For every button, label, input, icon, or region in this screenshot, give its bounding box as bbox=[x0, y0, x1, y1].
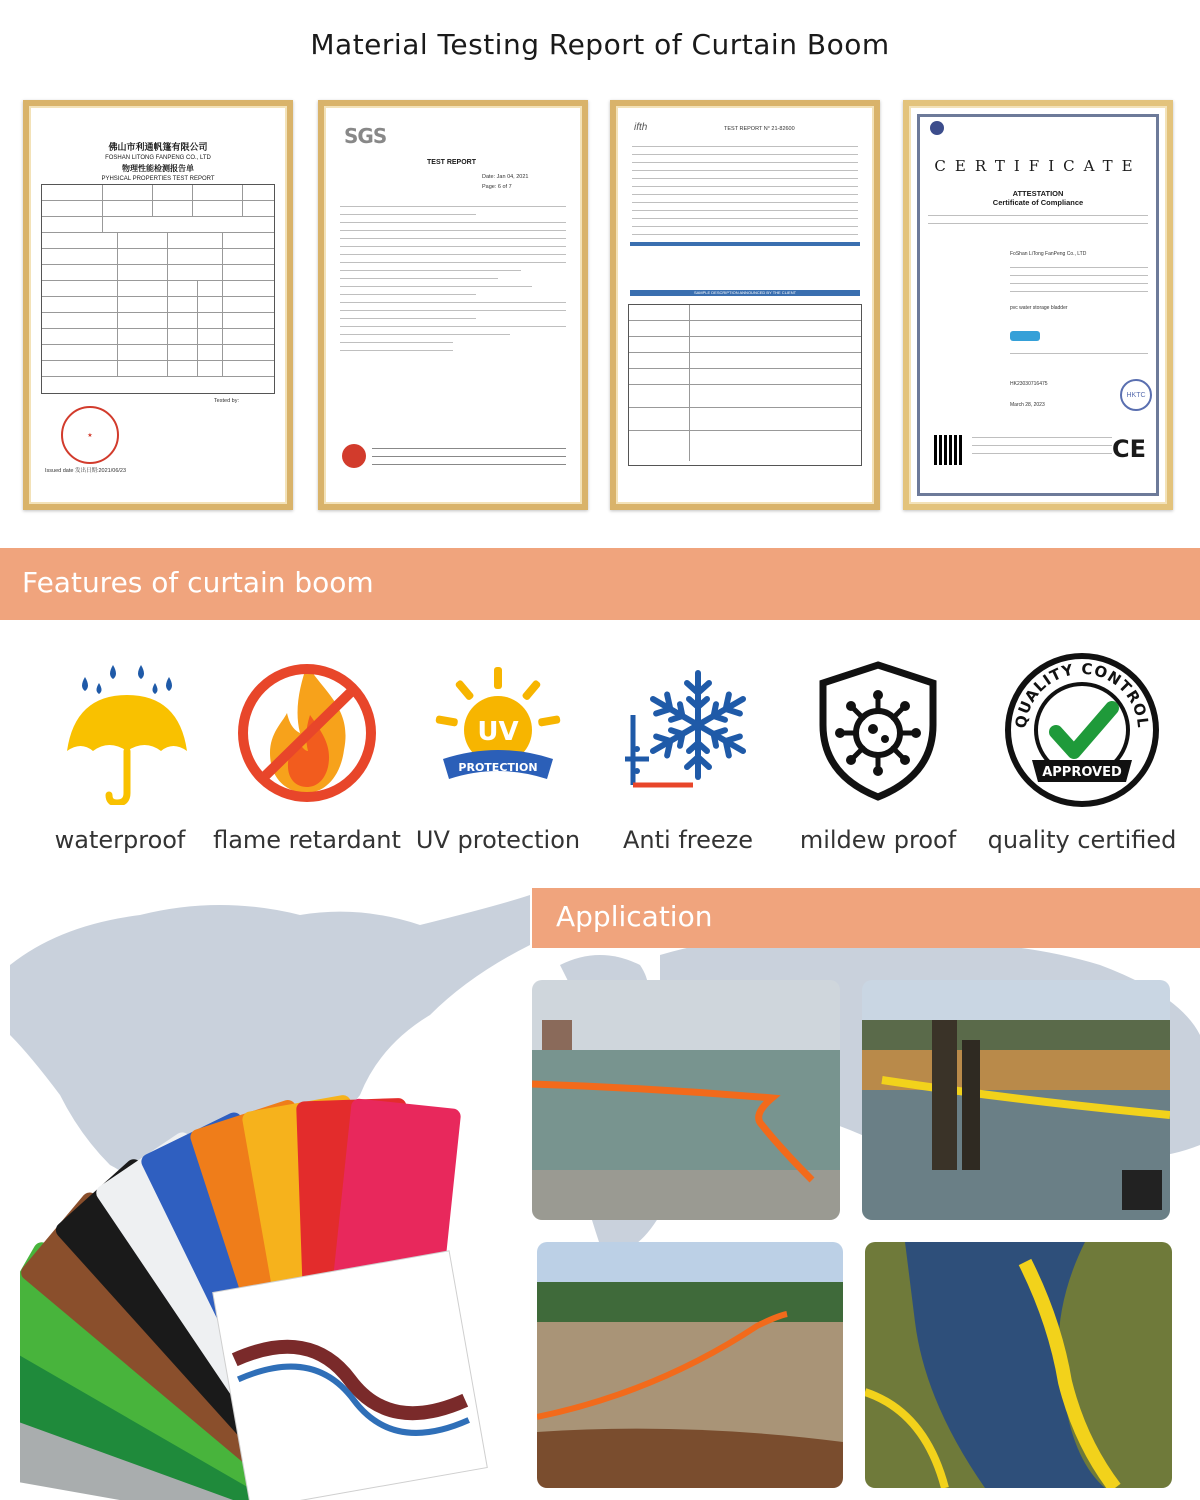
company-name-en: FOSHAN LITONG FANPENG CO., LTD bbox=[105, 155, 211, 161]
sgs-seal-icon bbox=[342, 444, 366, 468]
hktc-seal: HKTC bbox=[1120, 379, 1152, 411]
uv-ribbon-text: PROTECTION bbox=[458, 761, 538, 774]
certificate-heading: CERTIFICATE bbox=[934, 157, 1142, 175]
uv-sun-icon bbox=[423, 655, 573, 805]
report-page: Page: 6 of 7 bbox=[482, 184, 512, 190]
uv-badge-text: UV bbox=[477, 717, 519, 747]
snowflake-icon bbox=[613, 655, 763, 805]
application-heading: Application bbox=[556, 900, 713, 933]
feature-label: flame retardant bbox=[213, 826, 401, 854]
company-seal-stamp: ★ bbox=[61, 406, 119, 464]
report-heading: TEST REPORT N° 21-82600 bbox=[724, 126, 795, 132]
report-date: Date: Jan 04, 2021 bbox=[482, 174, 529, 180]
seal-bottom-text: APPROVED bbox=[1042, 765, 1122, 780]
feature-label: Anti freeze bbox=[622, 826, 754, 854]
certificate-holder: FoShan LiTong FanPeng Co., LTD bbox=[1010, 251, 1087, 257]
features-heading: Features of curtain boom bbox=[22, 566, 374, 599]
feature-label: UV protection bbox=[415, 826, 581, 854]
features-banner bbox=[0, 548, 1200, 620]
issue-date: Issued date 发出日期:2021/06/23 bbox=[45, 468, 127, 474]
application-banner bbox=[532, 888, 1200, 948]
feature-mildew-proof bbox=[778, 650, 978, 870]
application-photo-marsh-boom bbox=[862, 980, 1170, 1220]
report-title-en: PYHSICAL PROPERTIES TEST REPORT bbox=[101, 176, 215, 182]
umbrella-rain-icon bbox=[45, 655, 195, 805]
virus-shield-icon bbox=[803, 655, 953, 805]
ltcanopy-logo-icon bbox=[1010, 331, 1040, 341]
feature-anti-freeze bbox=[588, 650, 788, 870]
ifth-logo: ifth bbox=[634, 122, 648, 133]
ce-certificate-document[interactable] bbox=[903, 100, 1173, 510]
application-photo-river-boom bbox=[537, 1242, 843, 1488]
feature-quality-certified bbox=[982, 650, 1182, 870]
report-heading: TEST REPORT bbox=[427, 159, 477, 166]
report-title-cn: 物理性能检测报告单 bbox=[122, 164, 194, 173]
feature-uv-protection bbox=[398, 650, 598, 870]
feature-label: mildew proof bbox=[799, 826, 957, 854]
feature-flame-retardant bbox=[207, 650, 407, 870]
sample-table bbox=[628, 304, 862, 466]
sample-section-bar: SAMPLE DESCRIPTION ANNOUNCED BY THE CLIENT bbox=[630, 290, 860, 296]
properties-table bbox=[41, 184, 275, 394]
application-photo-canal-boom bbox=[865, 1242, 1172, 1488]
product-name: pvc water storage bladder bbox=[1010, 305, 1068, 311]
test-report-document-2[interactable] bbox=[318, 100, 588, 510]
pvc-fabric-swatch-fan bbox=[20, 1080, 510, 1500]
qr-code-icon bbox=[934, 435, 964, 465]
svg-text:QUALITY CONTROL bbox=[1012, 660, 1152, 730]
report-text-lines bbox=[340, 206, 566, 358]
page-title: Material Testing Report of Curtain Boom bbox=[310, 28, 890, 61]
certificate-number: HK23030716475 bbox=[1010, 381, 1048, 387]
ce-mark: CE bbox=[1111, 435, 1146, 463]
flame-crossed-icon bbox=[232, 655, 382, 805]
test-report-document-1[interactable] bbox=[23, 100, 293, 510]
cert-body-logo-icon bbox=[930, 121, 944, 135]
attestation-label: ATTESTATION bbox=[1012, 189, 1064, 198]
quality-seal-icon bbox=[1002, 650, 1162, 810]
compliance-label: Certificate of Compliance bbox=[992, 198, 1084, 207]
report-text-lines bbox=[632, 146, 858, 250]
tested-by-label: Tested by: bbox=[213, 398, 239, 404]
seal-top-text: QUALITY CONTROL bbox=[1011, 659, 1153, 730]
feature-waterproof bbox=[20, 650, 220, 870]
test-report-document-3[interactable] bbox=[610, 100, 880, 510]
feature-label: waterproof bbox=[54, 826, 186, 854]
sgs-logo: SGS bbox=[344, 124, 387, 148]
application-photo-harbor-boom bbox=[532, 980, 840, 1220]
certificate-issue-date: March 28, 2023 bbox=[1010, 402, 1045, 408]
company-name-cn: 佛山市利通帆篷有限公司 bbox=[108, 143, 208, 153]
feature-label: quality certified bbox=[987, 826, 1177, 854]
